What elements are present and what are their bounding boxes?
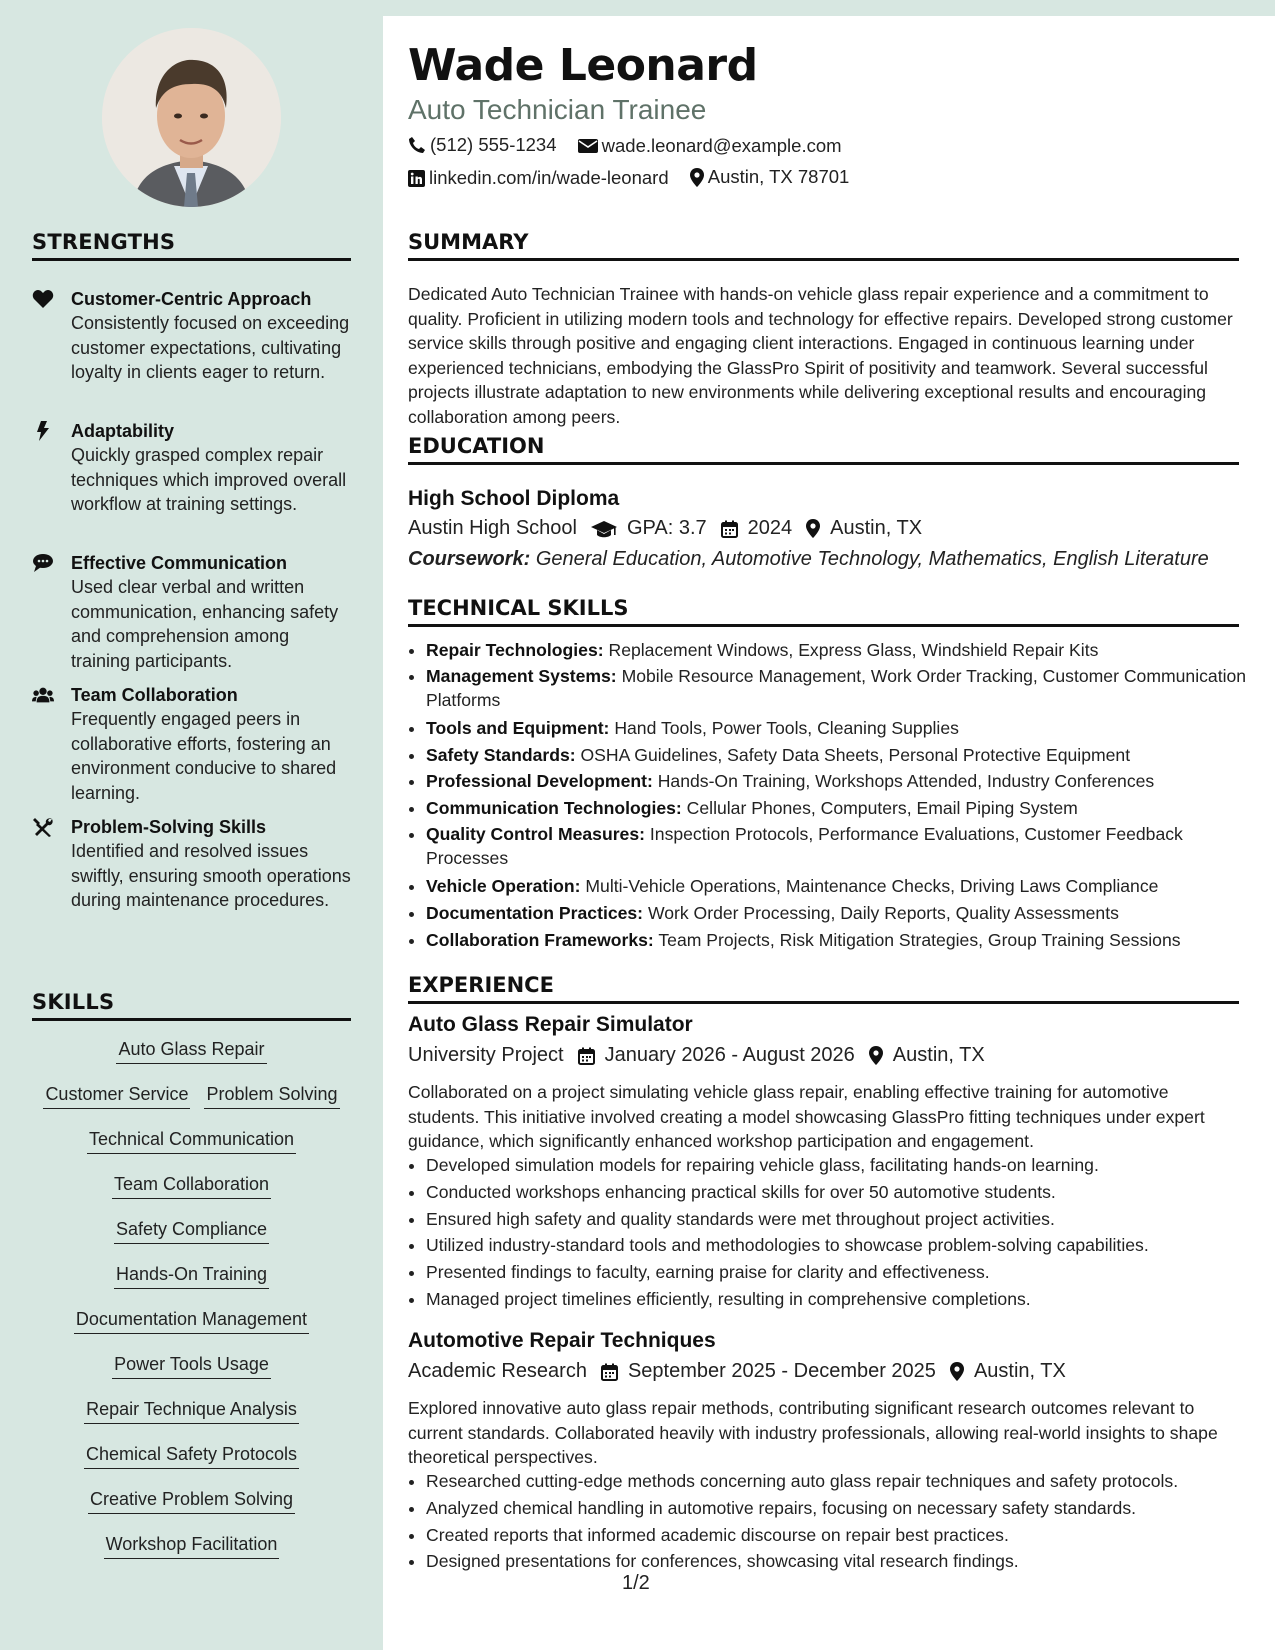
skill-tag: Safety Compliance <box>114 1219 269 1244</box>
list-item: • Researched cutting-edge methods concerning auto glass repair techniques and safety protocols. <box>426 1468 1256 1495</box>
list-item <box>426 768 1256 795</box>
strength-text: Quickly grasped complex repair techniques which improved overall workflow at training settings. <box>71 445 347 514</box>
contact-row <box>408 166 865 192</box>
skill-values: Work Order Processing, Daily Reports, Quality Assessments <box>647 902 1119 923</box>
chat-icon <box>32 553 54 573</box>
linkedin-icon <box>408 170 425 187</box>
education-location-text: Austin, TX <box>830 517 923 539</box>
map-pin-icon <box>806 519 820 538</box>
education-gpa <box>591 517 707 540</box>
skill-row <box>32 1354 351 1379</box>
bolt-icon <box>32 421 54 441</box>
list-item <box>426 664 1256 713</box>
skill-tag: Problem Solving <box>204 1084 339 1109</box>
location-text: Austin, TX 78701 <box>707 166 850 187</box>
email-contact[interactable] <box>578 135 842 157</box>
list-item: • Designed presentations for conferences, showcasing vital research findings. <box>426 1548 1256 1575</box>
skill-tag: Creative Problem Solving <box>88 1489 295 1514</box>
experience-title: Automotive Repair Techniques <box>408 1329 716 1352</box>
summary-heading: SUMMARY <box>408 230 1239 261</box>
candidate-role: Auto Technician Trainee <box>408 94 707 125</box>
experience-location <box>869 1044 985 1067</box>
list-item <box>426 927 1256 954</box>
summary-text: Dedicated Auto Technician Trainee with hands-on vehicle glass repair experience and a commitment to quality. Proficient in utilizing modern tools and technology for effective repairs. Developed strong customer service skills through positive and engaging client interactions. Engaged in continuous learning under experienced technicians, embodying the GlassPro Spirit of positivity and teamwork. Several successful projects illustrate adaptation to new environments while delivering exceptional results and encouraging collaboration among peers. <box>408 284 1233 427</box>
skill-values: Team Projects, Risk Mitigation Strategies, Group Training Sessions <box>658 929 1181 950</box>
experience-dates-text: January 2026 - August 2026 <box>604 1044 855 1066</box>
education-year <box>721 517 793 540</box>
strength-text: Used clear verbal and written communication, enhancing safety and comprehension among training participants. <box>71 577 339 671</box>
list-item: • Developed simulation models for repairing vehicle glass, facilitating hands-on learning. <box>426 1152 1256 1179</box>
skill-tag: Team Collaboration <box>112 1174 271 1199</box>
calendar-icon <box>721 520 738 538</box>
education-degree: High School Diploma <box>408 487 620 510</box>
phone-text: (512) 555-1234 <box>430 134 557 155</box>
strength-item <box>32 287 352 385</box>
experience-description: Explored innovative auto glass repair methods, contributing significant research outcomes relevant to current standards. Collaborated heavily with industry professionals, allowing real-world insights to shape theoretical perspectives. <box>408 1398 1218 1467</box>
strength-text: Consistently focused on exceeding customer expectations, cultivating loyalty in clients eager to return. <box>71 313 350 382</box>
skill-tag: Chemical Safety Protocols <box>84 1444 299 1469</box>
list-item <box>426 822 1256 871</box>
page-number: 1/2 <box>622 1572 650 1594</box>
education-school: Austin High School <box>408 517 577 539</box>
technical-skills-list <box>408 637 1256 953</box>
skill-row <box>32 1129 351 1154</box>
strength-item <box>32 551 352 673</box>
list-item <box>426 900 1256 927</box>
map-pin-icon <box>690 168 704 187</box>
education-location <box>806 517 922 540</box>
skill-tag: Customer Service <box>43 1084 190 1109</box>
skill-row <box>32 1534 351 1559</box>
list-item: • Utilized industry-standard tools and methodologies to showcase problem-solving capabilities. <box>426 1232 1256 1259</box>
skill-category: Repair Technologies: <box>426 640 604 660</box>
list-item: • Ensured high safety and quality standards were met throughout project activities. <box>426 1206 1256 1233</box>
skill-category: Safety Standards: <box>426 744 576 765</box>
education-heading: EDUCATION <box>408 434 1239 465</box>
users-icon <box>32 685 54 705</box>
list-item <box>426 795 1256 822</box>
skill-category: Documentation Practices: <box>426 902 644 923</box>
skill-row <box>32 1174 351 1199</box>
skill-values: Replacement Windows, Express Glass, Windshield Repair Kits <box>608 640 1099 660</box>
strength-text: Frequently engaged peers in collaborative efforts, fostering an environment conducive to shared learning. <box>71 709 337 803</box>
skill-values: Mobile Resource Management, Work Order Tracking, Customer Communication Platforms <box>426 665 1247 711</box>
strengths-heading: STRENGTHS <box>32 230 351 261</box>
envelope-icon <box>578 138 598 154</box>
tools-icon <box>32 817 54 837</box>
email-text[interactable]: wade.leonard@example.com <box>601 135 842 156</box>
list-item: • Analyzed chemical handling in automotive repairs, focusing on necessary safety standards. <box>426 1495 1256 1522</box>
list-item: • Conducted workshops enhancing practical skills for over 50 automotive students. <box>426 1179 1256 1206</box>
list-item: • Managed project timelines efficiently, resulting in comprehensive completions. <box>426 1286 1256 1313</box>
skill-row <box>32 1264 351 1289</box>
list-item <box>426 637 1256 664</box>
map-pin-icon <box>950 1362 964 1381</box>
education-meta <box>408 517 936 540</box>
map-pin-icon <box>869 1046 883 1065</box>
phone-icon <box>408 136 426 154</box>
linkedin-text[interactable]: linkedin.com/in/wade-leonard <box>429 167 669 188</box>
phone-contact <box>408 134 557 156</box>
profile-photo <box>102 28 281 207</box>
skill-category: Tools and Equipment: <box>426 717 610 738</box>
strength-text: Identified and resolved issues swiftly, ensuring smooth operations during maintenance procedures. <box>71 841 351 910</box>
list-item: • Created reports that informed academic discourse on repair best practices. <box>426 1522 1256 1549</box>
skill-tag: Auto Glass Repair <box>116 1039 266 1064</box>
skill-row <box>32 1039 351 1064</box>
list-item <box>426 873 1256 900</box>
strength-title: Problem-Solving Skills <box>71 817 267 837</box>
strength-title: Adaptability <box>71 421 175 441</box>
contact-row <box>408 134 858 159</box>
experience-org: Academic Research <box>408 1360 587 1382</box>
skill-category: Communication Technologies: <box>426 798 682 819</box>
skill-row <box>32 1219 351 1244</box>
experience-dates <box>578 1044 855 1067</box>
technical-skills-heading: TECHNICAL SKILLS <box>408 596 1239 627</box>
experience-dates <box>601 1360 936 1383</box>
calendar-icon <box>601 1363 618 1381</box>
skill-category: Vehicle Operation: <box>426 875 581 896</box>
skill-values: OSHA Guidelines, Safety Data Sheets, Personal Protective Equipment <box>580 744 1131 765</box>
coursework-text: General Education, Automotive Technology, Mathematics, English Literature <box>535 548 1209 570</box>
skill-tag: Power Tools Usage <box>112 1354 271 1379</box>
experience-heading: EXPERIENCE <box>408 973 1239 1004</box>
experience-location-text: Austin, TX <box>973 1360 1066 1382</box>
strength-item <box>32 419 352 517</box>
skill-tag: Documentation Management <box>74 1309 309 1334</box>
list-item <box>426 715 1256 742</box>
skill-values: Inspection Protocols, Performance Evaluations, Customer Feedback Processes <box>426 823 1183 869</box>
skill-values: Multi-Vehicle Operations, Maintenance Checks, Driving Laws Compliance <box>585 875 1159 896</box>
experience-meta <box>408 1044 999 1067</box>
skill-values: Cellular Phones, Computers, Email Piping System <box>686 798 1078 819</box>
experience-description: Collaborated on a project simulating vehicle glass repair, enabling effective training for automotive students. This initiative involved creating a model showcasing GlassPro fitting techniques under expert guidance, which significantly enhanced workshop participation and engagement. <box>408 1082 1205 1151</box>
experience-location <box>950 1360 1066 1383</box>
skill-row <box>32 1084 351 1109</box>
list-item <box>426 742 1256 769</box>
skill-row <box>32 1489 351 1514</box>
education-year-text: 2024 <box>747 517 793 539</box>
experience-org: University Project <box>408 1044 564 1066</box>
strength-item <box>32 683 352 805</box>
calendar-icon <box>578 1047 595 1065</box>
experience-bullets <box>408 1468 1256 1575</box>
experience-meta <box>408 1360 1080 1383</box>
skill-category: Professional Development: <box>426 771 653 792</box>
skill-tag: Hands-On Training <box>114 1264 269 1289</box>
graduation-cap-icon <box>591 520 617 538</box>
skill-row <box>32 1309 351 1334</box>
skill-row <box>32 1444 351 1469</box>
experience-dates-text: September 2025 - December 2025 <box>627 1360 936 1382</box>
education-coursework <box>408 548 1209 571</box>
strength-title: Team Collaboration <box>71 685 238 705</box>
linkedin-contact[interactable] <box>408 167 669 189</box>
list-item: • Presented findings to faculty, earning praise for clarity and effectiveness. <box>426 1259 1256 1286</box>
experience-location-text: Austin, TX <box>892 1044 985 1066</box>
experience-title: Auto Glass Repair Simulator <box>408 1013 693 1036</box>
education-gpa-text: GPA: 3.7 <box>626 517 707 539</box>
strength-title: Customer-Centric Approach <box>71 289 312 309</box>
experience-bullets <box>408 1152 1256 1313</box>
coursework-label: Coursework: <box>408 548 531 570</box>
heart-icon <box>32 289 54 309</box>
candidate-name: Wade Leonard <box>408 40 758 91</box>
skill-tag: Technical Communication <box>87 1129 296 1154</box>
skill-tag: Workshop Facilitation <box>104 1534 280 1559</box>
skill-category: Quality Control Measures: <box>426 823 645 844</box>
skill-category: Management Systems: <box>426 665 617 686</box>
strength-title: Effective Communication <box>71 553 288 573</box>
skill-tag: Repair Technique Analysis <box>84 1399 299 1424</box>
skill-row <box>32 1399 351 1424</box>
skill-values: Hands-On Training, Workshops Attended, Industry Conferences <box>657 771 1155 792</box>
strength-item <box>32 815 352 913</box>
skill-category: Collaboration Frameworks: <box>426 929 654 950</box>
skill-values: Hand Tools, Power Tools, Cleaning Supplies <box>614 717 959 738</box>
location-contact <box>690 166 850 188</box>
skills-heading: SKILLS <box>32 990 351 1021</box>
